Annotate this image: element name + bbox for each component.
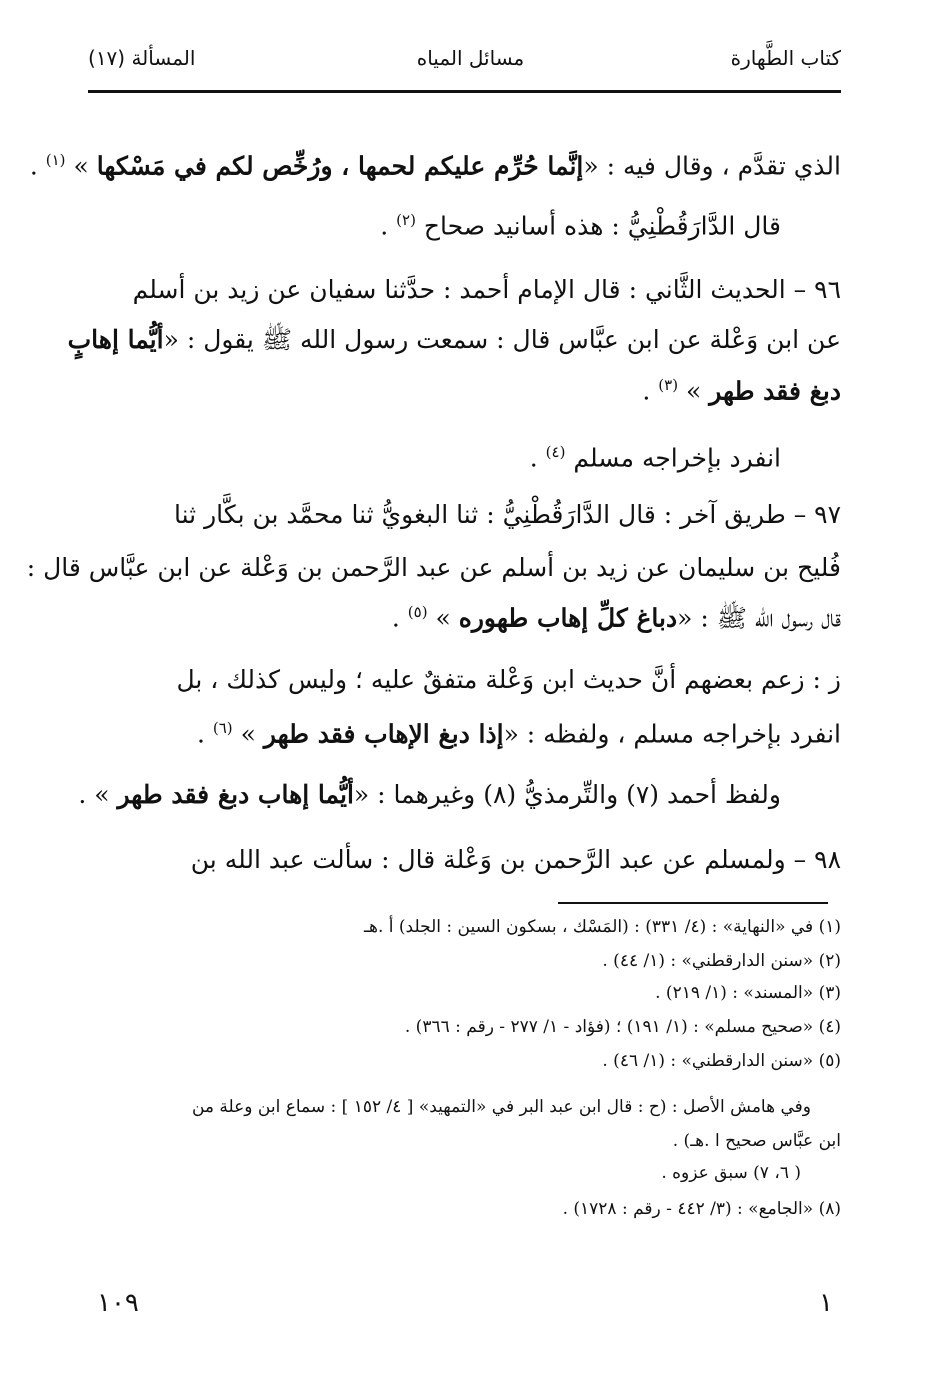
line-text: عن ابن وَعْلة عن ابن عبَّاس قال : سمعت رسول الله ﷺ يقول : « xyxy=(163,325,841,354)
footnote-ref: (٦) xyxy=(212,719,233,737)
line-text: . xyxy=(196,719,213,749)
line-text: انفرد بإخراجه مسلم ، ولفظه : « xyxy=(503,719,841,749)
footnote-ref: (١) xyxy=(45,151,66,169)
footnote-line: (٢) «سنن الدارقطني» : (١/ ٤٤) . xyxy=(602,951,841,971)
running-header-issue: المسألة (١٧) xyxy=(88,46,196,70)
line-text: ز : زعم بعضهم أنَّ حديث ابن وَعْلة متفقٌ عليه ؛ وليس كذلك ، بل xyxy=(176,665,841,694)
line-text: . xyxy=(391,603,408,633)
hadith-text: أيُّما إهابٍ xyxy=(67,325,164,354)
text-line xyxy=(88,495,841,535)
text-line xyxy=(67,320,841,360)
line-text: . xyxy=(529,443,546,473)
line-text: ٩٦ – الحديث الثَّاني : قال الإمام أحمد : حدَّثنا سفيان عن زيد بن أسلم xyxy=(132,275,841,304)
line-text: فُليح بن سليمان عن زيد بن أسلم عن عبد الرَّحمن بن وَعْلة عن ابن عبَّاس قال : xyxy=(26,553,841,582)
line-text: » xyxy=(427,603,459,633)
line-text: » xyxy=(65,151,97,181)
footnote-ref: (٣) xyxy=(658,376,679,394)
text-line xyxy=(29,140,841,186)
page-number: ١٠٩ xyxy=(97,1288,139,1318)
line-text: . xyxy=(29,151,46,181)
footnote-line: (٣) «المسند» : (١/ ٢١٩) . xyxy=(655,983,841,1003)
line-text: قال رسول الله ﷺ : « xyxy=(677,603,841,633)
hadith-text: دبغ فقد طهر xyxy=(709,376,841,406)
running-header-book: كتاب الطَّهارة xyxy=(730,46,841,70)
footnote-line: وفي هامش الأصل : (ح : قال ابن عبد البر في «التمهيد» [ ٤/ ١٥٢ ] : سماع ابن وعلة من xyxy=(191,1097,811,1117)
text-line xyxy=(88,840,841,880)
line-text: الذي تقدَّم ، وقال فيه : « xyxy=(583,151,841,181)
footnote-ref: (٤) xyxy=(545,443,566,461)
footnote-ref: (٢) xyxy=(396,211,416,229)
footnote-line: ( ٦، ٧) سبق عزوه . xyxy=(661,1163,801,1183)
line-text: » xyxy=(86,780,118,809)
line-text: قال الدَّارَقُطْنِيُّ : هذه أسانيد صحاح xyxy=(415,211,781,241)
text-line xyxy=(78,775,841,815)
line-text: انفرد بإخراجه مسلم xyxy=(565,443,781,473)
line-text: . xyxy=(78,780,87,809)
line-text: ٩٧ – طريق آخر : قال الدَّارَقُطْنِيُّ : ثنا البغويُّ ثنا محمَّد بن بكَّار ثنا xyxy=(174,500,841,529)
text-line xyxy=(88,708,841,754)
line-text: ٩٨ – ولمسلم عن عبد الرَّحمن بن وَعْلة قال : سألت عبد الله بن xyxy=(190,845,841,874)
hadith-text: إذا دبغ الإهاب فقد طهر xyxy=(263,719,504,749)
footnote-line: (٥) «سنن الدارقطني» : (١/ ٤٦) . xyxy=(602,1051,841,1071)
footnote-line: (٨) «الجامع» : (٣/ ٤٤٢ - رقم : ١٧٢٨) . xyxy=(562,1199,841,1219)
signature-mark: ١ xyxy=(819,1288,833,1318)
text-line xyxy=(88,200,841,246)
text-line xyxy=(88,660,841,700)
hadith-text: إنَّما حُرِّم عليكم لحمها ، ورُخِّص لكم في مَسْكها xyxy=(96,151,584,181)
text-line xyxy=(88,432,841,478)
footnote-line: ابن عبَّاس صحيح ا .هـ) . xyxy=(672,1131,841,1151)
header-rule xyxy=(88,90,841,93)
line-text: . xyxy=(642,376,659,406)
footnote-separator xyxy=(558,902,828,904)
line-text: » xyxy=(678,376,710,406)
footnote-line: (١) في «النهاية» : (٤/ ٣٣١) : (المَسْك ، بسكون السين : الجلد) أ .هـ xyxy=(364,917,841,937)
text-line xyxy=(88,592,841,638)
footnote-ref: (٥) xyxy=(407,603,428,621)
footnote-line: (٤) «صحيح مسلم» : (١/ ١٩١) ؛ (فؤاد - ١/ ٢٧٧ - رقم : ٣٦٦) . xyxy=(404,1017,841,1037)
hadith-text: دباغ كلِّ إهاب طهوره xyxy=(458,603,678,633)
hadith-text: أيُّما إهاب دبغ فقد طهر xyxy=(117,780,354,809)
line-text: ولفظ أحمد (٧) والتِّرمذيُّ (٨) وغيرهما : « xyxy=(353,780,781,809)
line-text: » xyxy=(232,719,264,749)
running-header-section: مسائل المياه xyxy=(416,46,525,70)
text-line xyxy=(88,365,841,411)
line-text: . xyxy=(380,211,397,241)
text-line xyxy=(88,270,841,310)
text-line xyxy=(26,548,841,588)
